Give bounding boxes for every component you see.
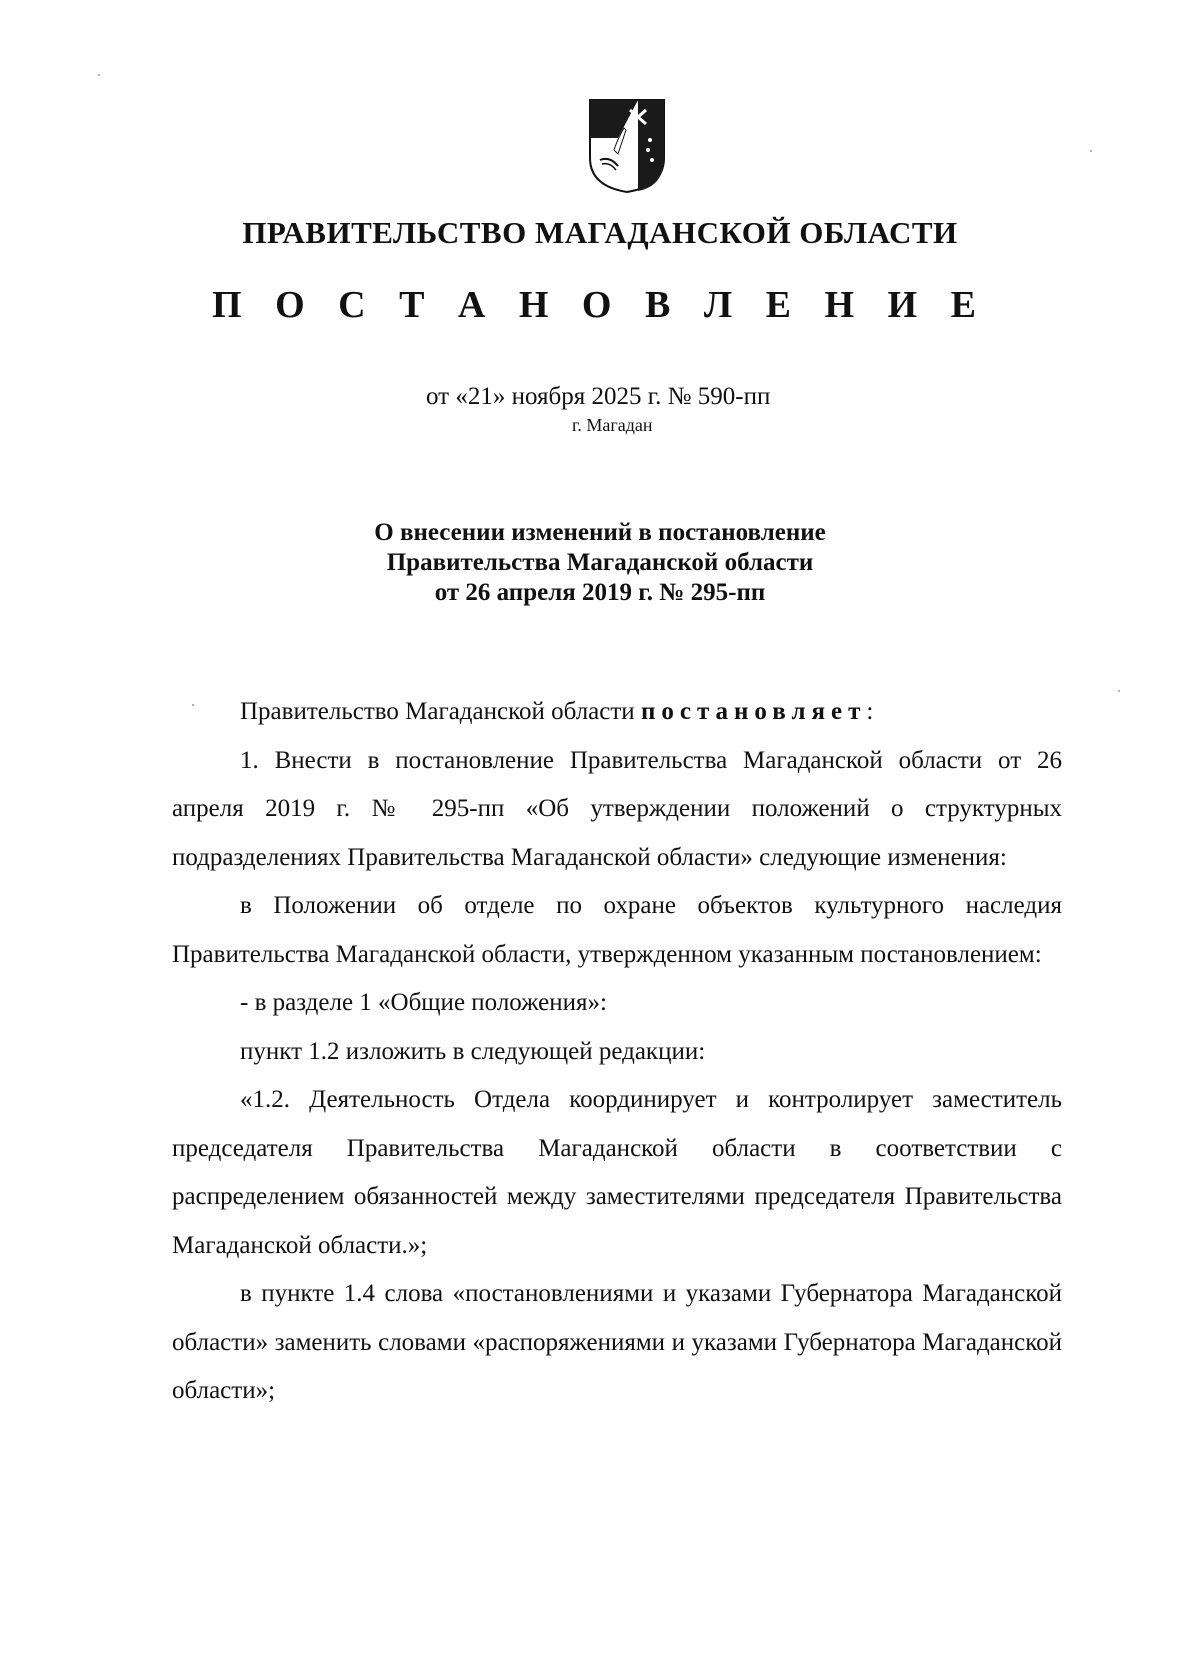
intro-prefix: Правительство Магаданской области (240, 698, 641, 725)
subject-line-2: Правительства Магаданской области (386, 549, 814, 576)
paragraph-3: - в разделе 1 «Общие положения»: (240, 989, 607, 1016)
paragraph-1: 1. Внести в постановление Правительства Магаданской области от 26 апреля 2019 г. № 295-пп «Об утверждении положений о структурных подразделениях Правительства Магаданской области» следующие изменения: (172, 746, 1062, 871)
subject-line-1: О внесении изменений в постановление (374, 519, 826, 546)
paragraph-4: пункт 1.2 изложить в следующей редакции: (240, 1037, 706, 1065)
organization-title: ПРАВИТЕЛЬСТВО МАГАДАНСКОЙ ОБЛАСТИ (242, 215, 958, 250)
scan-speck (192, 704, 194, 706)
document-body (172, 688, 1062, 1416)
paragraph-2: в Положении об отделе по охране объектов культурного наследия Правительства Магаданской области, утвержденном указанным постановлением: (172, 892, 1062, 968)
paragraph-5: «1.2. Деятельность Отдела координирует и контролирует заместитель председателя Правительства Магаданской области в соответствии с распределением обязанностей между заместителями председателя Правительства Магаданской области.»; (172, 1086, 1062, 1259)
document-subject (0, 518, 1200, 608)
intro-suffix: : (866, 698, 874, 725)
intro-paragraph (172, 688, 1062, 737)
paragraph-6: в пункте 1.4 слова «постановлениями и указами Губернатора Магаданской области» заменить словами «распоряжениями и указами Губернатора Магаданской области»; (172, 1280, 1062, 1404)
document-type-heading: П О С Т А Н О В Л Е Н И Е (212, 284, 988, 326)
scan-speck (1118, 690, 1120, 692)
coat-of-arms-emblem (588, 98, 666, 194)
document-date-number: от «21» ноября 2025 г. № 590-пп (426, 383, 771, 410)
scan-speck (1090, 150, 1092, 152)
document-city: г. Магадан (572, 415, 653, 435)
intro-resolves-word: постановляет (640, 698, 867, 725)
scan-speck (98, 74, 100, 76)
subject-line-3: от 26 апреля 2019 г. № 295-пп (434, 579, 766, 606)
